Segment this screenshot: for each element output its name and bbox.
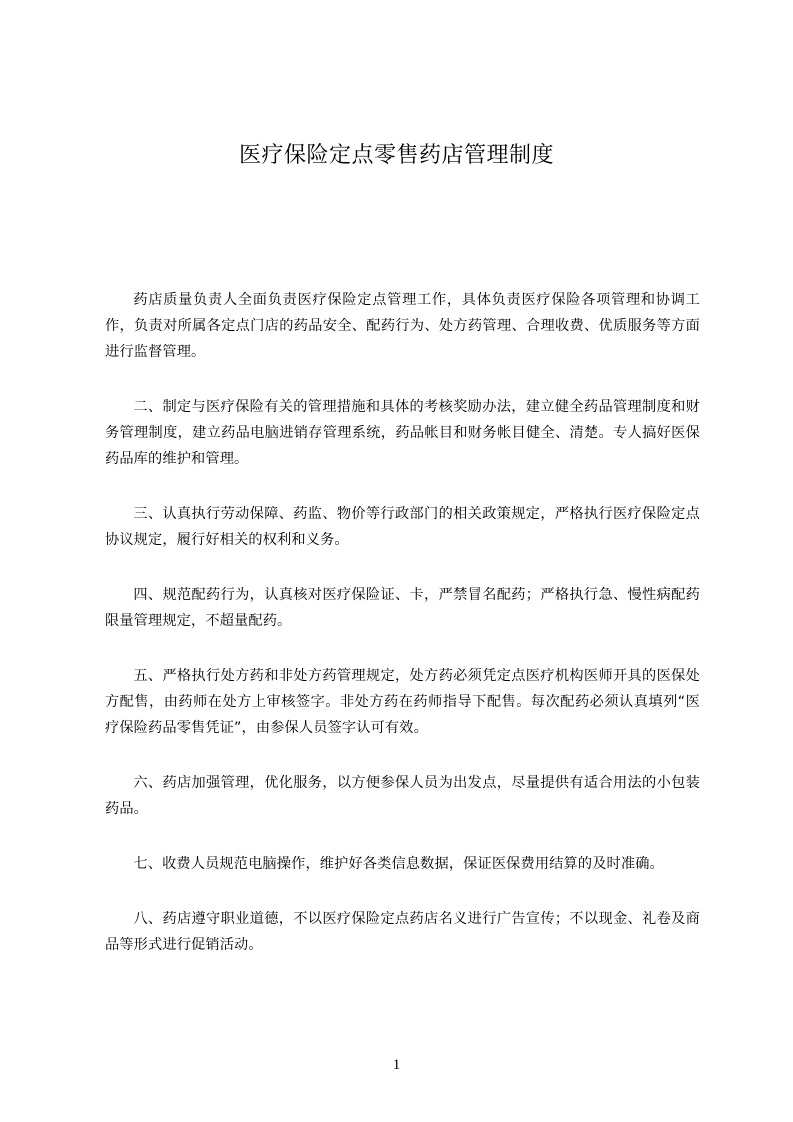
- document-title: 医疗保险定点零售药店管理制度: [238, 143, 554, 168]
- paragraph-7: 七、收费人员规范电脑操作，维护好各类信息数据，保证医保费用结算的及时准确。: [133, 856, 664, 872]
- paragraph-3: 三、认真执行劳动保障、药监、物价等行政部门的相关政策规定，严格执行医疗保险定点协议规定，履行好相关的权利和义务。: [105, 506, 700, 548]
- paragraph-4: 四、规范配药行为，认真核对医疗保险证、卡，严禁冒名配药；严格执行急、慢性病配药限量管理规定，不超量配药。: [105, 587, 700, 629]
- document-body: [105, 287, 700, 987]
- paragraph-2: 二、制定与医疗保险有关的管理措施和具体的考核奖励办法，建立健全药品管理制度和财务管理制度，建立药品电脑进销存管理系统，药品帐目和财务帐目健全、清楚。专人搞好医保药品库的维护和管理。: [105, 399, 700, 467]
- page-number: 1: [392, 1057, 401, 1073]
- paragraph-5: 五、严格执行处方药和非处方药管理规定，处方药必须凭定点医疗机构医师开具的医保处方配售，由药师在处方上审核签字。非处方药在药师指导下配售。每次配药必须认真填列“医疗保险药品零售凭证”，由参保人员签字认可有效。: [105, 668, 700, 736]
- paragraph-1: 药店质量负责人全面负责医疗保险定点管理工作，具体负责医疗保险各项管理和协调工作，负责对所属各定点门店的药品安全、配药行为、处方药管理、合理收费、优质服务等方面进行监督管理。: [105, 292, 700, 360]
- paragraph-6: 六、药店加强管理，优化服务，以方便参保人员为出发点，尽量提供有适合用法的小包装药品。: [105, 775, 700, 817]
- paragraph-8: 八、药店遵守职业道德，不以医疗保险定点药店名义进行广告宣传；不以现金、礼卷及商品等形式进行促销活动。: [105, 911, 700, 953]
